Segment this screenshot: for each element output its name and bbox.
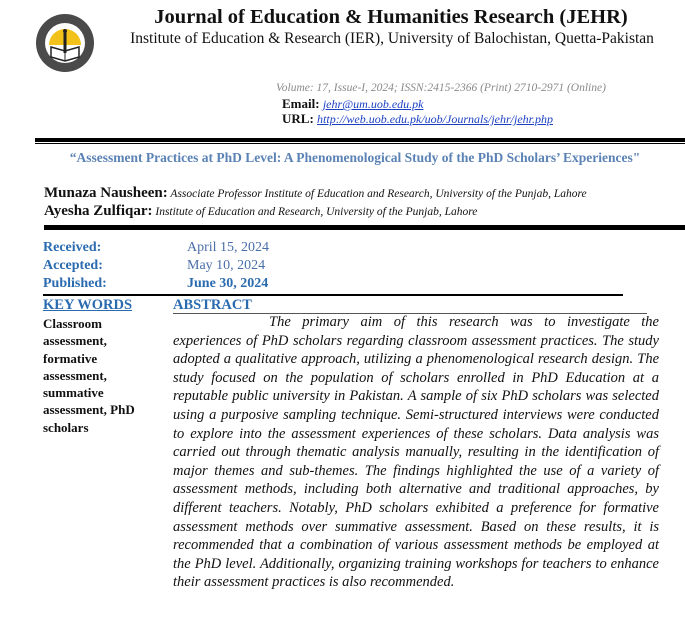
url-label: URL: [282,111,314,126]
author-name: Munaza Nausheen: [44,185,168,201]
received-date: April 15, 2024 [187,240,270,255]
journal-url-link[interactable]: http://web.uob.edu.pk/uob/Journals/jehr/jehr.php [317,112,554,126]
author-line [44,184,587,203]
volume-issn-info: Volume: 17, Issue-I, 2024; ISSN:2415-2366 (Print) 2710-2971 (Online) [276,82,606,94]
author-affiliation: Associate Professor Institute of Education and Research, University of the Punjab, Lahore [167,188,587,200]
url-row [282,111,553,127]
keywords-list: Classroom assessment, formative assessment, summative assessment, PhD scholars [43,316,135,435]
institute-affiliation: Institute of Education & Research (IER), University of Balochistan, Quetta-Pakistan [130,30,654,47]
author-line [44,202,477,221]
header-divider-thin [35,143,685,144]
email-link[interactable]: jehr@um.uob.edu.pk [322,97,424,111]
journal-title: Journal of Education & Humanities Research (JEHR) [154,6,628,28]
abstract-body: The primary aim of this research was to investigate the experiences of PhD scholars regarding classroom assessment practices. The study adopted a qualitative approach, utilizing a phenomenological research design. The study focused on the population of scholars enrolled in PhD Education at a reputable public university in Pakistan. A sample of six PhD scholars was selected using a purposive sampling technique. Semi-structured interviews were conducted to explore into the assessment experiences of these scholars. Data analysis was carried out through thematic analysis manually, resulting in the identification of major themes and sub-themes. The findings highlighted the use of a variety of assessment methods, including both alternative and traditional approaches, by different teachers. Notably, PhD scholars exhibited a preference for formative assessment methods over summative assessment. Based on these results, it is recommended that a combination of various assessment methods be employed at the PhD level. Additionally, organizing training workshops for teachers to enhance their assessment practices is also recommended. [173,314,659,591]
published-label: Published: [43,276,107,291]
institute-logo [35,13,95,73]
authors-divider-thin [44,229,685,230]
abstract-heading: ABSTRACT [173,297,252,313]
accepted-label: Accepted: [43,258,103,273]
accepted-date: May 10, 2024 [187,258,266,273]
published-date: June 30, 2024 [187,276,269,291]
author-affiliation: Institute of Education and Research, University of the Punjab, Lahore [152,206,478,218]
article-title: “Assessment Practices at PhD Level: A Phenomenological Study of the PhD Scholars’ Experiences" [69,150,641,165]
header-divider-thick [35,138,685,142]
keywords-heading: KEY WORDS [43,297,133,313]
author-name: Ayesha Zulfiqar: [44,203,153,219]
email-label: Email: [282,96,320,111]
received-label: Received: [43,240,102,255]
email-row [282,96,424,112]
